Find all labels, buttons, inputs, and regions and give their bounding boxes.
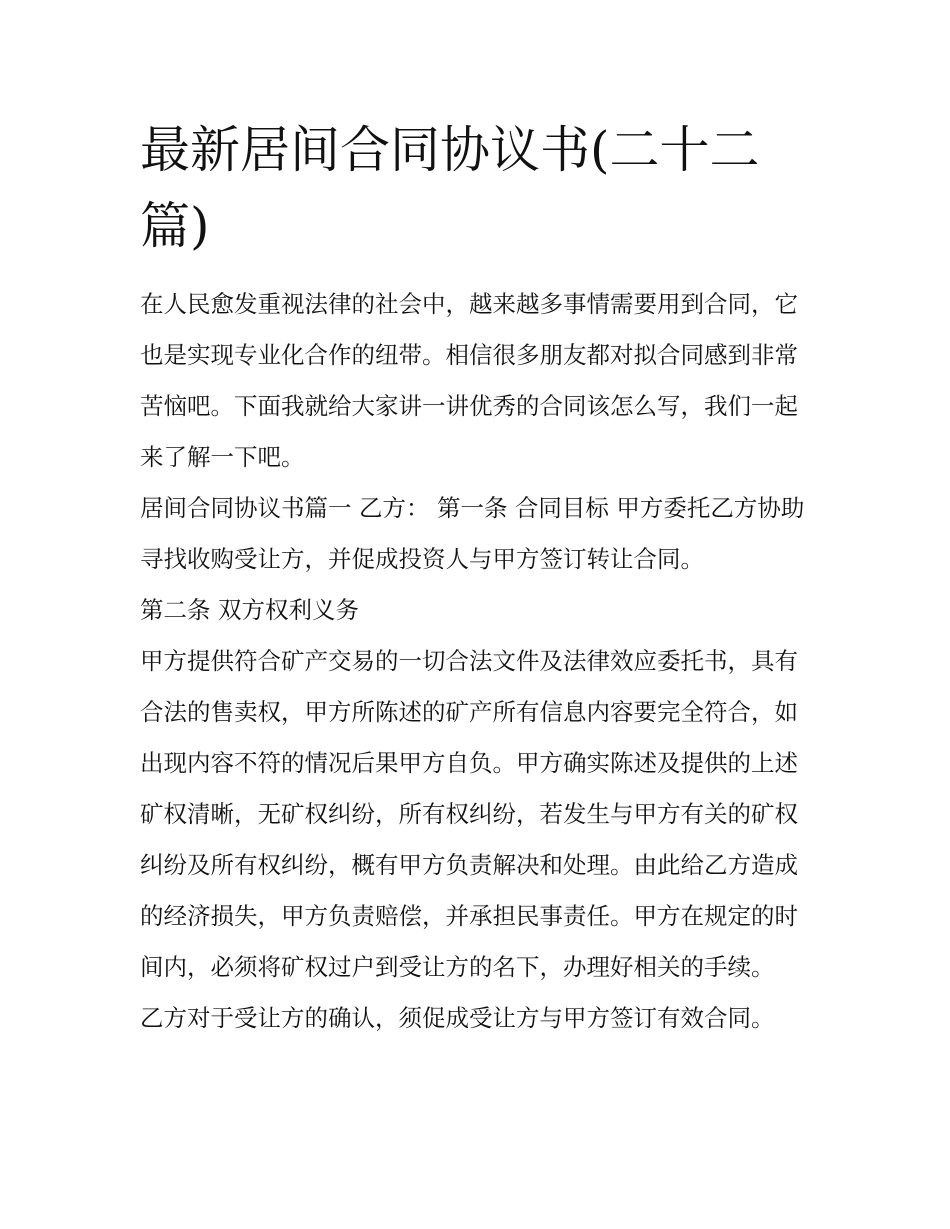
document-body — [140, 279, 820, 1044]
paragraph-intro: 在人民愈发重视法律的社会中，越来越多事情需要用到合同，它也是实现专业化合作的纽带。相信很多朋友都对拟合同感到非常苦恼吧。下面我就给大家讲一讲优秀的合同该怎么写，我们一起来了解一下吧。 — [140, 290, 798, 471]
document-title: 最新居间合同协议书(二十二篇) — [140, 121, 760, 255]
paragraph-article-1: 居间合同协议书篇一 乙方： 第一条 合同目标 甲方委托乙方协助寻找收购受让方，并促成投资人与甲方签订转让合同。 — [140, 494, 805, 573]
paragraph-party-a-duties: 甲方提供符合矿产交易的一切合法文件及法律效应委托书，具有合法的售卖权，甲方所陈述的矿产所有信息内容要完全符合，如出现内容不符的情况后果甲方自负。甲方确实陈述及提供的上述矿权清晰，无矿权纠纷，所有权纠纷，若发生与甲方有关的矿权纠纷及所有权纠纷，概有甲方负责解决和处理。由此给乙方造成的经济损失，甲方负责赔偿，并承担民事责任。甲方在规定的时间内，必须将矿权过户到受让方的名下，办理好相关的手续。 — [140, 647, 798, 981]
paragraph-article-2-heading: 第二条 双方权利义务 — [140, 596, 359, 624]
paragraph-party-b-duties: 乙方对于受让方的确认，须促成受让方与甲方签订有效合同。 — [140, 1004, 775, 1032]
